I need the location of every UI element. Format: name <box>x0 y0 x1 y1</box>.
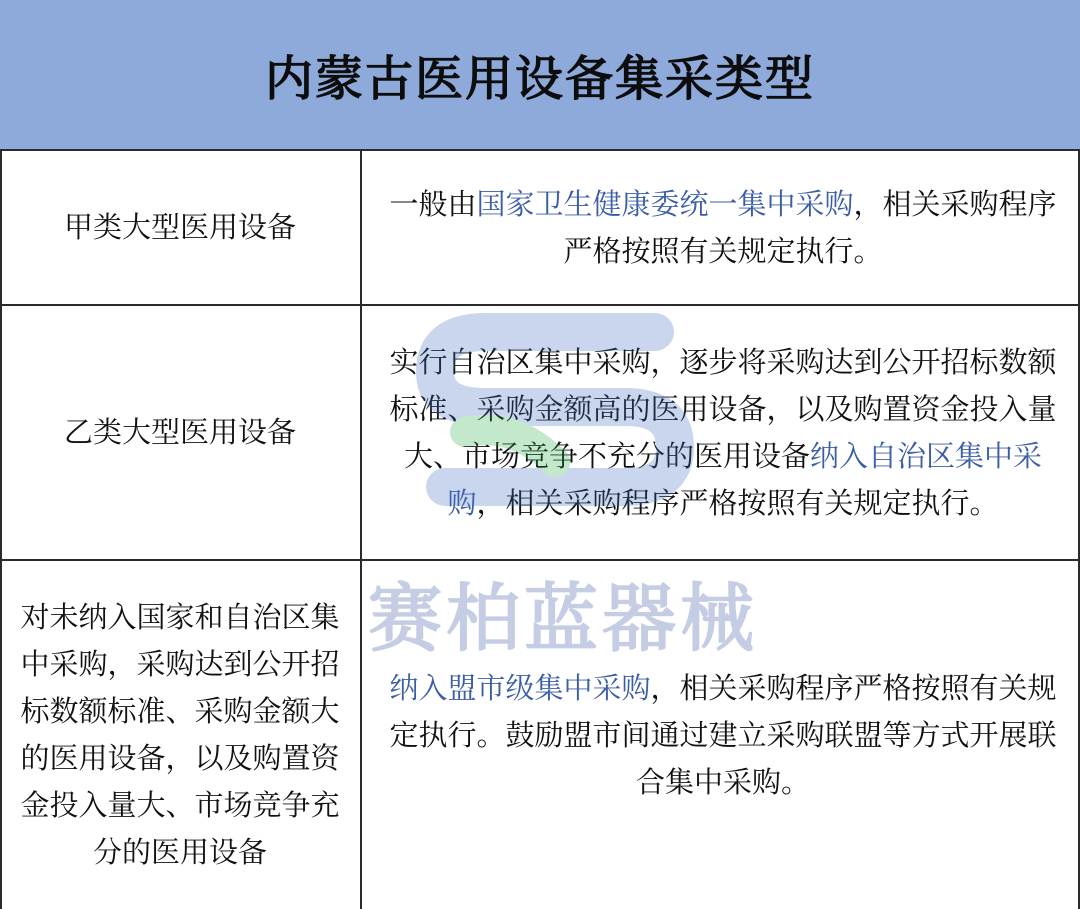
desc-highlight: 纳入盟市级集中采购 <box>389 670 651 705</box>
description-text <box>380 181 1066 275</box>
category-cell: 对未纳入国家和自治区集中采购，采购达到公开招标数额标准、采购金额大的医用设备，以及购置资金投入量大、市场竞争充分的医用设备 <box>0 561 362 909</box>
desc-highlight: 国家卫生健康委统一集中采购 <box>476 186 854 221</box>
description-cell <box>362 561 1080 909</box>
table-row <box>0 151 1080 306</box>
table-header <box>0 0 1080 151</box>
desc-part: ，相关采购程序严格按照有关规定执行。 <box>476 485 999 520</box>
description-cell <box>362 151 1080 304</box>
watermark-text: 赛柏蓝器械 <box>368 576 758 662</box>
desc-part: 一般由 <box>389 186 477 221</box>
desc-part: ，相关采购程序严格按照有关规定执行。鼓励盟市间通过建立采购联盟等方式开展联合集中采购。 <box>389 670 1057 799</box>
table-border-left <box>0 151 2 909</box>
description-cell <box>362 306 1080 559</box>
desc-part: 实行自治区集中采购，逐步将采购达到公开招标数额标准、采购金额高的医用设备，以及购置资金投入量大、市场竞争不充分的医用设备 <box>389 344 1057 473</box>
procurement-table <box>0 151 1080 909</box>
table-row <box>0 561 1080 909</box>
description-text <box>380 665 1066 806</box>
desc-part: ，相关采购程序严格按照有关规定执行。 <box>563 186 1057 268</box>
desc-highlight: 纳入自治区集中采购 <box>447 438 1043 520</box>
page-title: 内蒙古医用设备集采类型 <box>264 51 815 107</box>
description-text <box>380 339 1066 527</box>
table-row <box>0 306 1080 561</box>
category-cell: 甲类大型医用设备 <box>0 151 362 304</box>
category-cell: 乙类大型医用设备 <box>0 306 362 559</box>
